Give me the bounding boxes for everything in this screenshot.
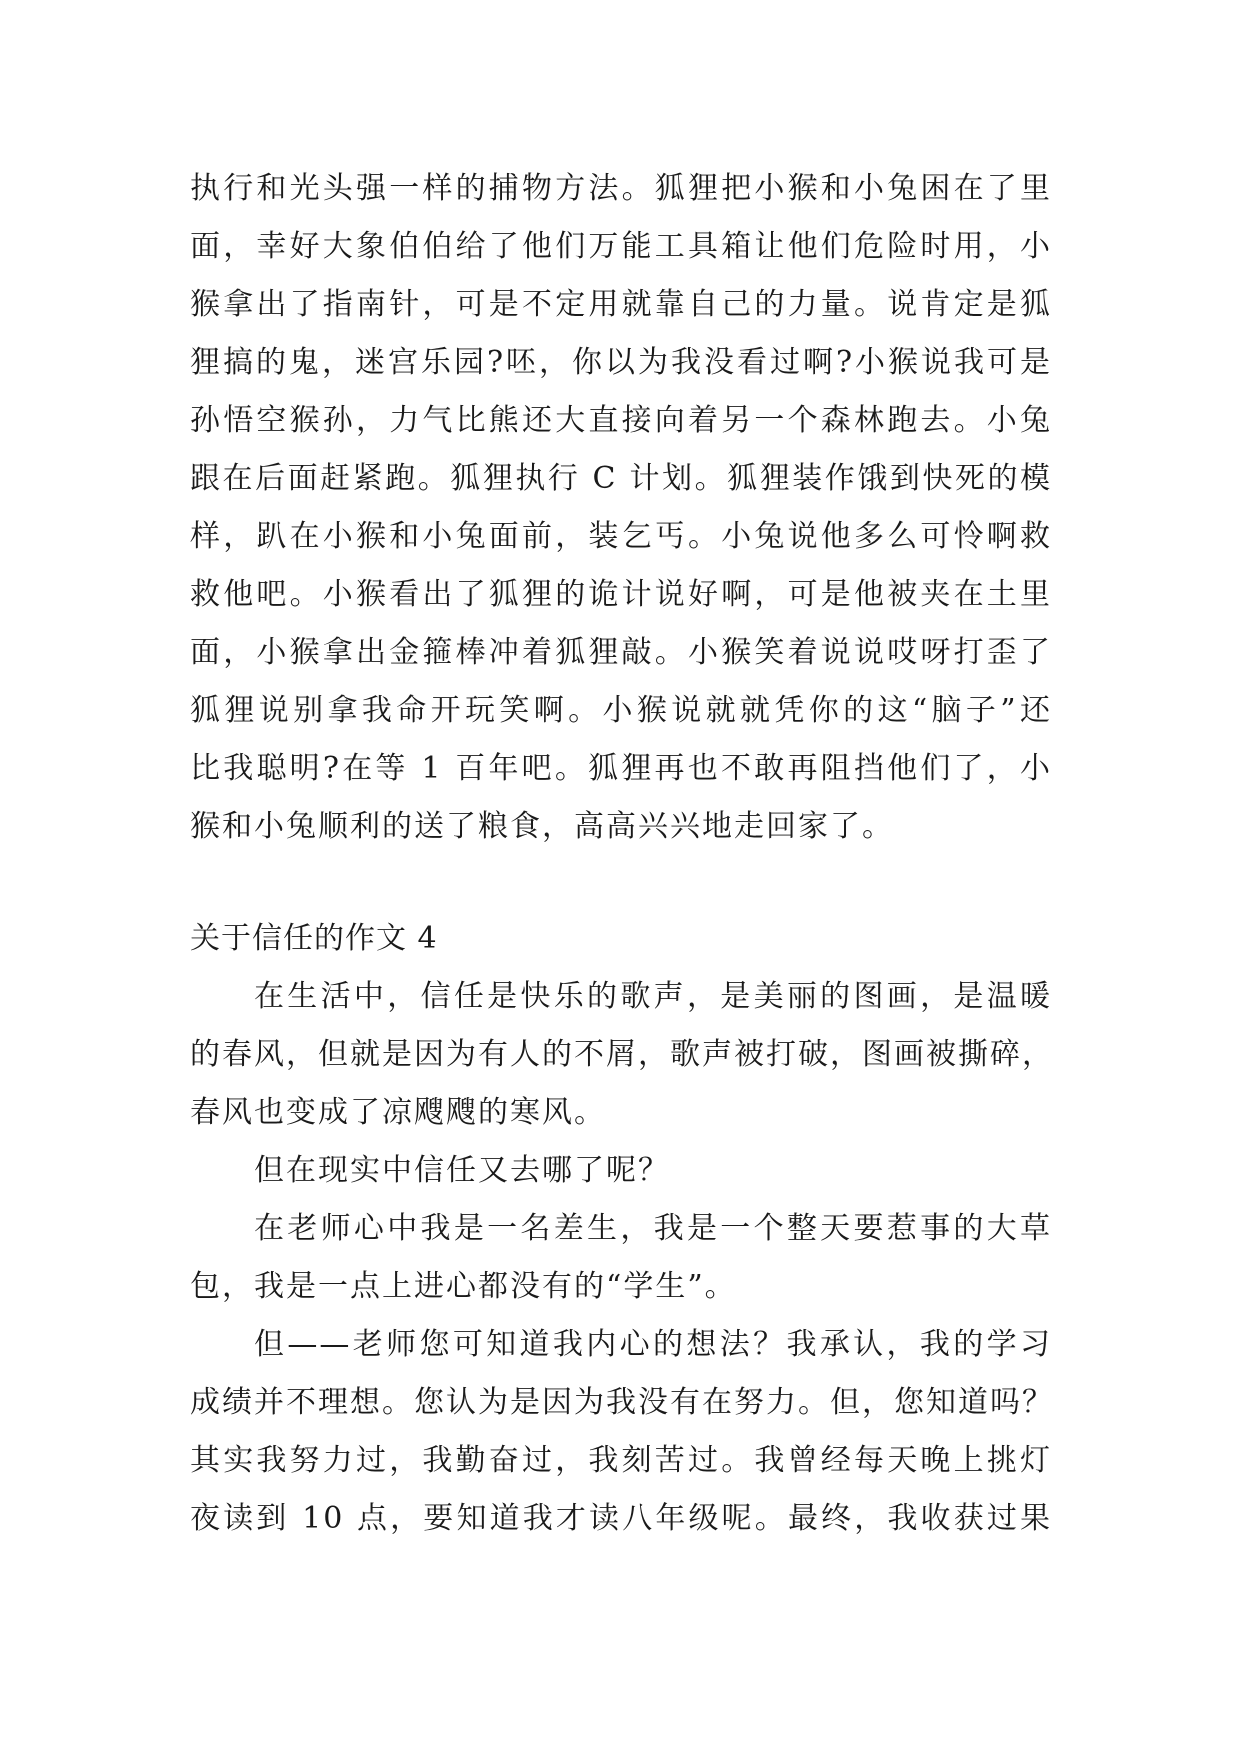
text-line: 跟在后面赶紧跑。狐狸执行 C 计划。狐狸装作饿到快死的模 bbox=[190, 461, 1052, 496]
paragraph-first-line: 在生活中，信任是快乐的歌声，是美丽的图画，是温暖 bbox=[254, 979, 1052, 1014]
text-line: 春风也变成了凉飕飕的寒风。 bbox=[190, 1095, 606, 1130]
paragraph-first-line: 但在现实中信任又去哪了呢？ bbox=[254, 1153, 670, 1188]
text-line: 猴和小兔顺利的送了粮食，高高兴兴地走回家了。 bbox=[190, 809, 894, 844]
text-line: 夜读到 10 点，要知道我才读八年级呢。最终，我收获过果 bbox=[190, 1501, 1052, 1536]
story-continuation bbox=[190, 160, 1052, 856]
text-line: 狐狸说别拿我命开玩笑啊。小猴说就就凭你的这“脑子”还 bbox=[190, 693, 1052, 728]
text-line: 猴拿出了指南针，可是不定用就靠自己的力量。说肯定是狐 bbox=[190, 287, 1052, 322]
text-line: 面，小猴拿出金箍棒冲着狐狸敲。小猴笑着说说哎呀打歪了 bbox=[190, 635, 1052, 670]
essay-heading: 关于信任的作文 4 bbox=[190, 921, 438, 956]
text-line: 孙悟空猴孙，力气比熊还大直接向着另一个森林跑去。小兔 bbox=[190, 403, 1052, 438]
text-line: 执行和光头强一样的捕物方法。狐狸把小猴和小兔困在了里 bbox=[190, 171, 1052, 206]
text-line: 面，幸好大象伯伯给了他们万能工具箱让他们危险时用，小 bbox=[190, 229, 1052, 264]
text-line: 成绩并不理想。您认为是因为我没有在努力。但，您知道吗？ bbox=[190, 1385, 1054, 1420]
text-line: 样，趴在小猴和小兔面前，装乞丐。小兔说他多么可怜啊救 bbox=[190, 519, 1052, 554]
essay-body bbox=[190, 968, 1052, 1548]
text-line: 救他吧。小猴看出了狐狸的诡计说好啊，可是他被夹在土里 bbox=[190, 577, 1052, 612]
text-line: 比我聪明?在等 1 百年吧。狐狸再也不敢再阻挡他们了，小 bbox=[190, 751, 1052, 786]
paragraph-first-line: 但——老师您可知道我内心的想法？我承认，我的学习 bbox=[254, 1327, 1052, 1362]
text-line: 的春风，但就是因为有人的不屑，歌声被打破，图画被撕碎， bbox=[190, 1037, 1054, 1072]
text-line: 狸搞的鬼，迷宫乐园?呸，你以为我没看过啊?小猴说我可是 bbox=[190, 345, 1052, 380]
paragraph-first-line: 在老师心中我是一名差生，我是一个整天要惹事的大草 bbox=[254, 1211, 1052, 1246]
text-line: 其实我努力过，我勤奋过，我刻苦过。我曾经每天晚上挑灯 bbox=[190, 1443, 1052, 1478]
text-line: 包，我是一点上进心都没有的“学生”。 bbox=[190, 1269, 737, 1304]
